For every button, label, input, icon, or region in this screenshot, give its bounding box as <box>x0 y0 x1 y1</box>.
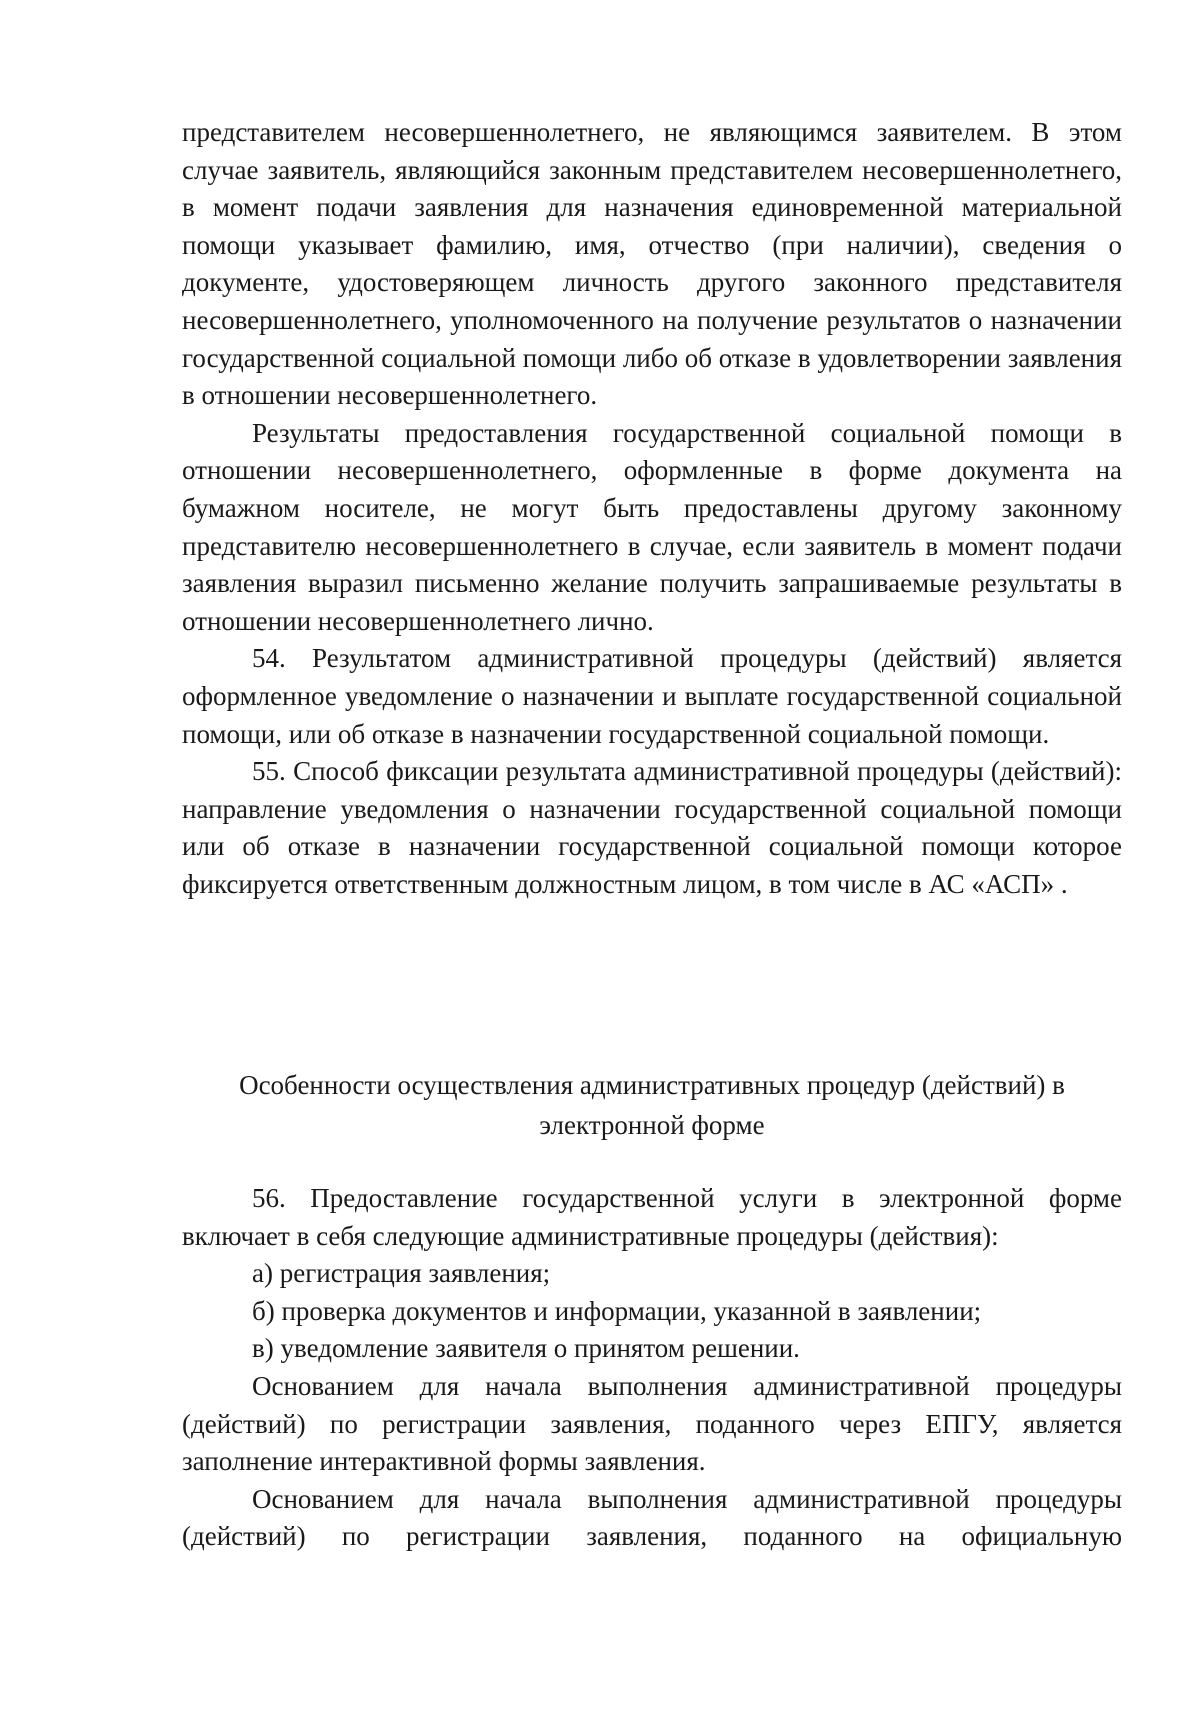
paragraph-registration-epgu: Основанием для начала выполнения административной процедуры (действий) по регистрации заявления, поданного через ЕПГУ, является заполнение интерактивной формы заявления. <box>182 1370 1122 1477</box>
section-heading <box>182 1065 1122 1145</box>
paragraph-registration-official: Основанием для начала выполнения административной процедуры (действий) по регистрации заявления, поданного на официальную <box>182 1483 1122 1552</box>
list-item-a: а) регистрация заявления; <box>252 1258 551 1289</box>
paragraph-56: 56. Предоставление государственной услуги в электронной форме включает в себя следующие административные процедуры (действия): <box>182 1183 1122 1251</box>
paragraph-minor-representative: представителем несовершеннолетнего, не являющимся заявителем. В этом случае заявитель, являющийся законным представителем несовершеннолетнего, в момент подачи заявления для назначения единовременной материальной помощи указывает фамилию, имя, отчество (при наличии), сведения о документе, удостоверяющем личность другого законного представителя несовершеннолетнего, уполномоченного на получение результатов о назначении государственной социальной помощи либо об отказе в удовлетворении заявления в отношении несовершеннолетнего. <box>182 117 1122 411</box>
list-item-c: в) уведомление заявителя о принятом решении. <box>252 1333 800 1364</box>
text-block-top <box>182 114 1122 903</box>
paragraph-55: 55. Способ фиксации результата административной процедуры (действий): направление уведомления о назначении государственной социальной помощи или об отказе в назначении государственной социальной помощи которое фиксируется ответственным должностным лицом, в том числе в АС «АСП» . <box>182 756 1122 899</box>
section-heading-line2: электронной форме <box>539 1110 765 1140</box>
list-item-b: б) проверка документов и информации, указанной в заявлении; <box>252 1295 982 1326</box>
section-heading-line1: Особенности осуществления административных процедур (действий) в <box>239 1070 1065 1100</box>
paragraph-results-paper: Результаты предоставления государственной социальной помощи в отношении несовершеннолетнего, оформленные в форме документа на бумажном носителе, не могут быть предоставлены другому законному представителю несовершеннолетнего в случае, если заявитель в момент подачи заявления выразил письменно желание получить запрашиваемые результаты в отношении несовершеннолетнего лично. <box>182 417 1122 636</box>
paragraph-54: 54. Результатом административной процедуры (действий) является оформленное уведомление о назначении и выплате государственной социальной помощи, или об отказе в назначении государственной социальной помощи. <box>182 643 1122 749</box>
text-block-bottom <box>182 1180 1122 1556</box>
